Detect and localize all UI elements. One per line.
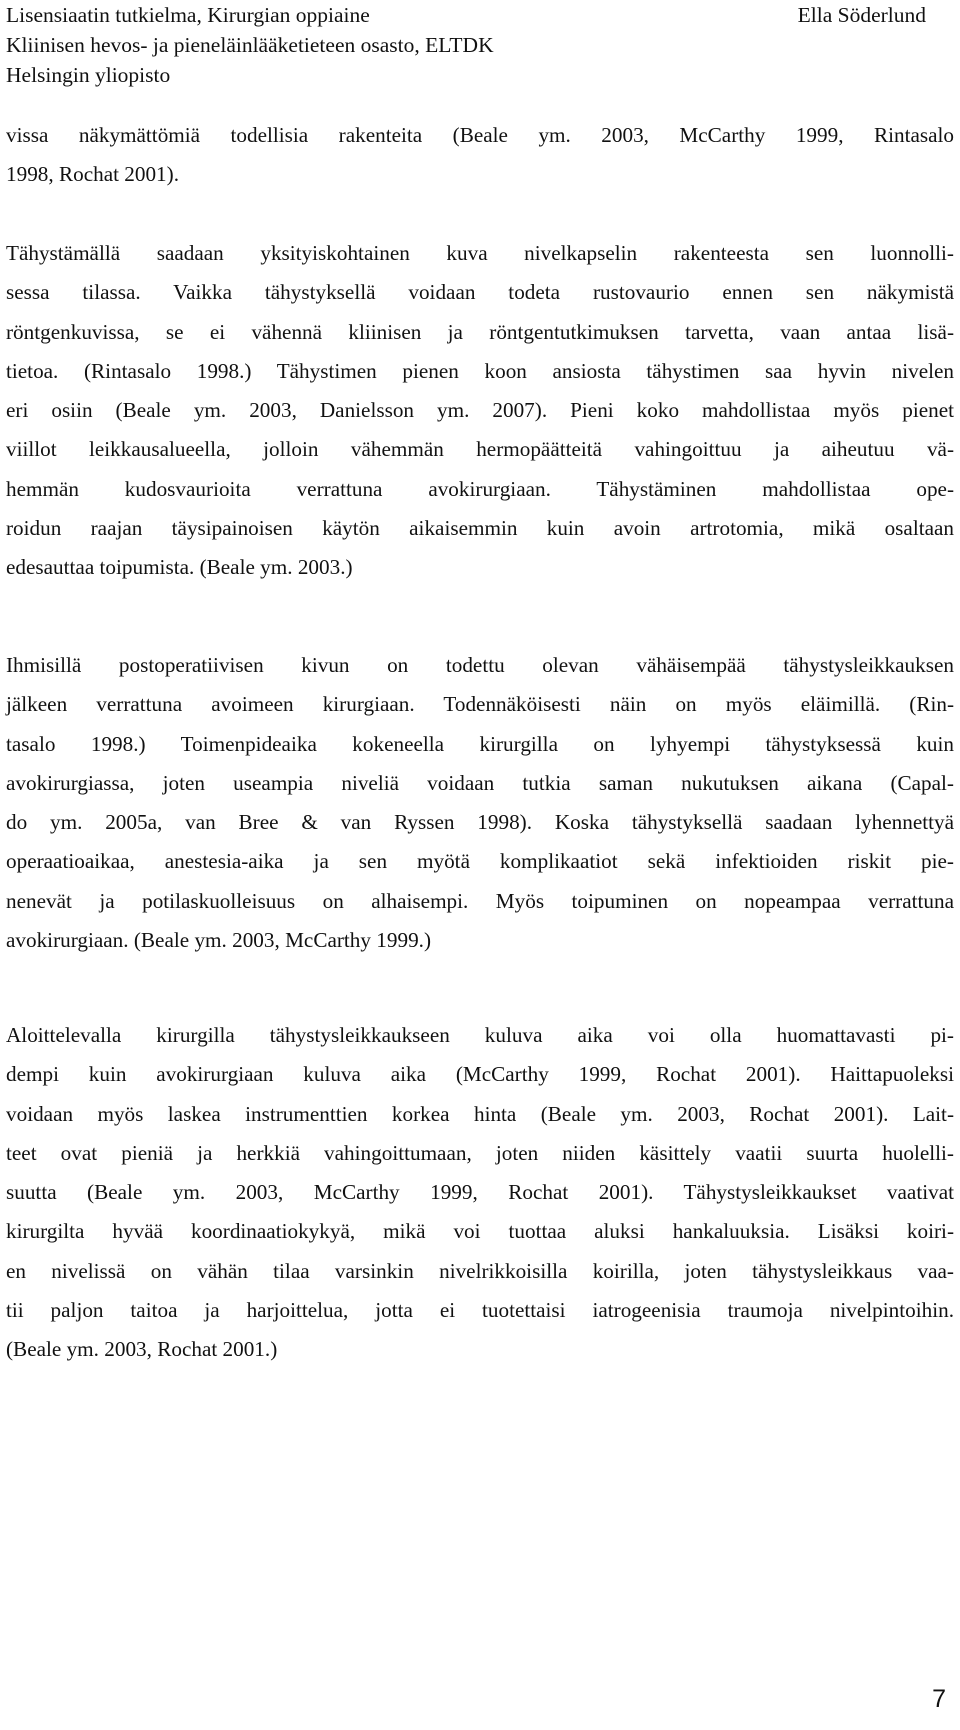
paragraph-line: tii paljon taitoa ja harjoittelua, jotta ei tuotettaisi iatrogeenisia traumoja nivelpintoihin.: [6, 1298, 954, 1323]
paragraph-line: Ihmisillä postoperatiivisen kivun on todettu olevan vähäisempää tähystysleikkauksen: [6, 653, 954, 677]
paragraph-2: [6, 234, 954, 588]
header-author: Ella Söderlund: [797, 3, 926, 27]
paragraph-line: sessa tilassa. Vaikka tähystyksellä voidaan todeta rustovaurio ennen sen näkymistä: [6, 280, 954, 305]
paragraph-line: edesauttaa toipumista. (Beale ym. 2003.): [6, 555, 353, 580]
paragraph-4: [6, 1016, 954, 1370]
paragraph-line: röntgenkuvissa, se ei vähennä kliinisen ja röntgentutkimuksen tarvetta, vaan antaa lisä-: [6, 319, 954, 344]
paragraph-line: tasalo 1998.) Toimenpideaika kokeneella kirurgilla on lyhyempi tähystyksessä kuin: [6, 731, 954, 756]
header-thesis-line: Lisensiaatin tutkielma, Kirurgian oppiaine: [6, 3, 370, 27]
paragraph-line: do ym. 2005a, van Bree & van Ryssen 1998). Koska tähystyksellä saadaan lyhennettyä: [6, 810, 954, 835]
paragraph-line: 1998, Rochat 2001).: [6, 162, 180, 187]
paragraph-3: [6, 646, 954, 960]
header-university-line: Helsingin yliopisto: [6, 63, 171, 87]
paragraph-line: avokirurgiassa, joten useampia niveliä voidaan tutkia saman nukutuksen aikana (Capal-: [6, 770, 954, 795]
paragraph-line: tietoa. (Rintasalo 1998.) Tähystimen pienen koon ansiosta tähystimen saa hyvin nivelen: [6, 358, 954, 383]
paragraph-line: voidaan myös laskea instrumenttien korkea hinta (Beale ym. 2003, Rochat 2001). Lait-: [6, 1101, 954, 1126]
paragraph-line: suutta (Beale ym. 2003, McCarthy 1999, Rochat 2001). Tähystysleikkaukset vaativat: [6, 1180, 954, 1205]
paragraph-line: nenevät ja potilaskuolleisuus on alhaisempi. Myös toipuminen on nopeampaa verrattuna: [6, 888, 954, 913]
paragraph-line: en nivelissä on vähän tilaa varsinkin nivelrikkoisilla koirilla, joten tähystysleikkaus vaa-: [6, 1258, 954, 1283]
paragraph-line: operaatioaikaa, anestesia-aika ja sen myötä komplikaatiot sekä infektioiden riskit pie-: [6, 849, 954, 874]
header-department-line: Kliinisen hevos- ja pieneläinlääketieteen osasto, ELTDK: [6, 33, 494, 57]
paragraph-line: vissa näkymättömiä todellisia rakenteita (Beale ym. 2003, McCarthy 1999, Rintasalo: [6, 123, 954, 147]
paragraph-line: dempi kuin avokirurgiaan kuluva aika (McCarthy 1999, Rochat 2001). Haittapuoleksi: [6, 1062, 954, 1087]
paragraph-line: Aloittelevalla kirurgilla tähystysleikkaukseen kuluva aika voi olla huomattavasti pi-: [6, 1023, 954, 1047]
paragraph-line: avokirurgiaan. (Beale ym. 2003, McCarthy 1999.): [6, 928, 432, 953]
paragraph-line: viillot leikkausalueella, jolloin vähemmän hermopäätteitä vahingoittuu ja aiheutuu vä-: [6, 437, 954, 462]
paragraph-1: [6, 116, 954, 195]
paragraph-line: (Beale ym. 2003, Rochat 2001.): [6, 1337, 278, 1362]
paragraph-line: roidun raajan täysipainoisen käytön aikaisemmin kuin avoin artrotomia, mikä osaltaan: [6, 516, 954, 541]
paragraph-line: eri osiin (Beale ym. 2003, Danielsson ym. 2007). Pieni koko mahdollistaa myös pienet: [6, 398, 954, 423]
paragraph-line: teet ovat pieniä ja herkkiä vahingoittumaan, joten niiden käsittely vaatii suurta huolelli-: [6, 1140, 954, 1165]
paragraph-line: jälkeen verrattuna avoimeen kirurgiaan. Todennäköisesti näin on myös eläimillä. (Rin-: [6, 692, 954, 717]
page-number: 7: [932, 1685, 946, 1713]
paragraph-line: Tähystämällä saadaan yksityiskohtainen kuva nivelkapselin rakenteesta sen luonnolli-: [6, 241, 954, 265]
paragraph-line: hemmän kudosvaurioita verrattuna avokirurgiaan. Tähystäminen mahdollistaa ope-: [6, 476, 954, 501]
paragraph-line: kirurgilta hyvää koordinaatiokykyä, mikä voi tuottaa aluksi hankaluuksia. Lisäksi koiri-: [6, 1219, 954, 1244]
